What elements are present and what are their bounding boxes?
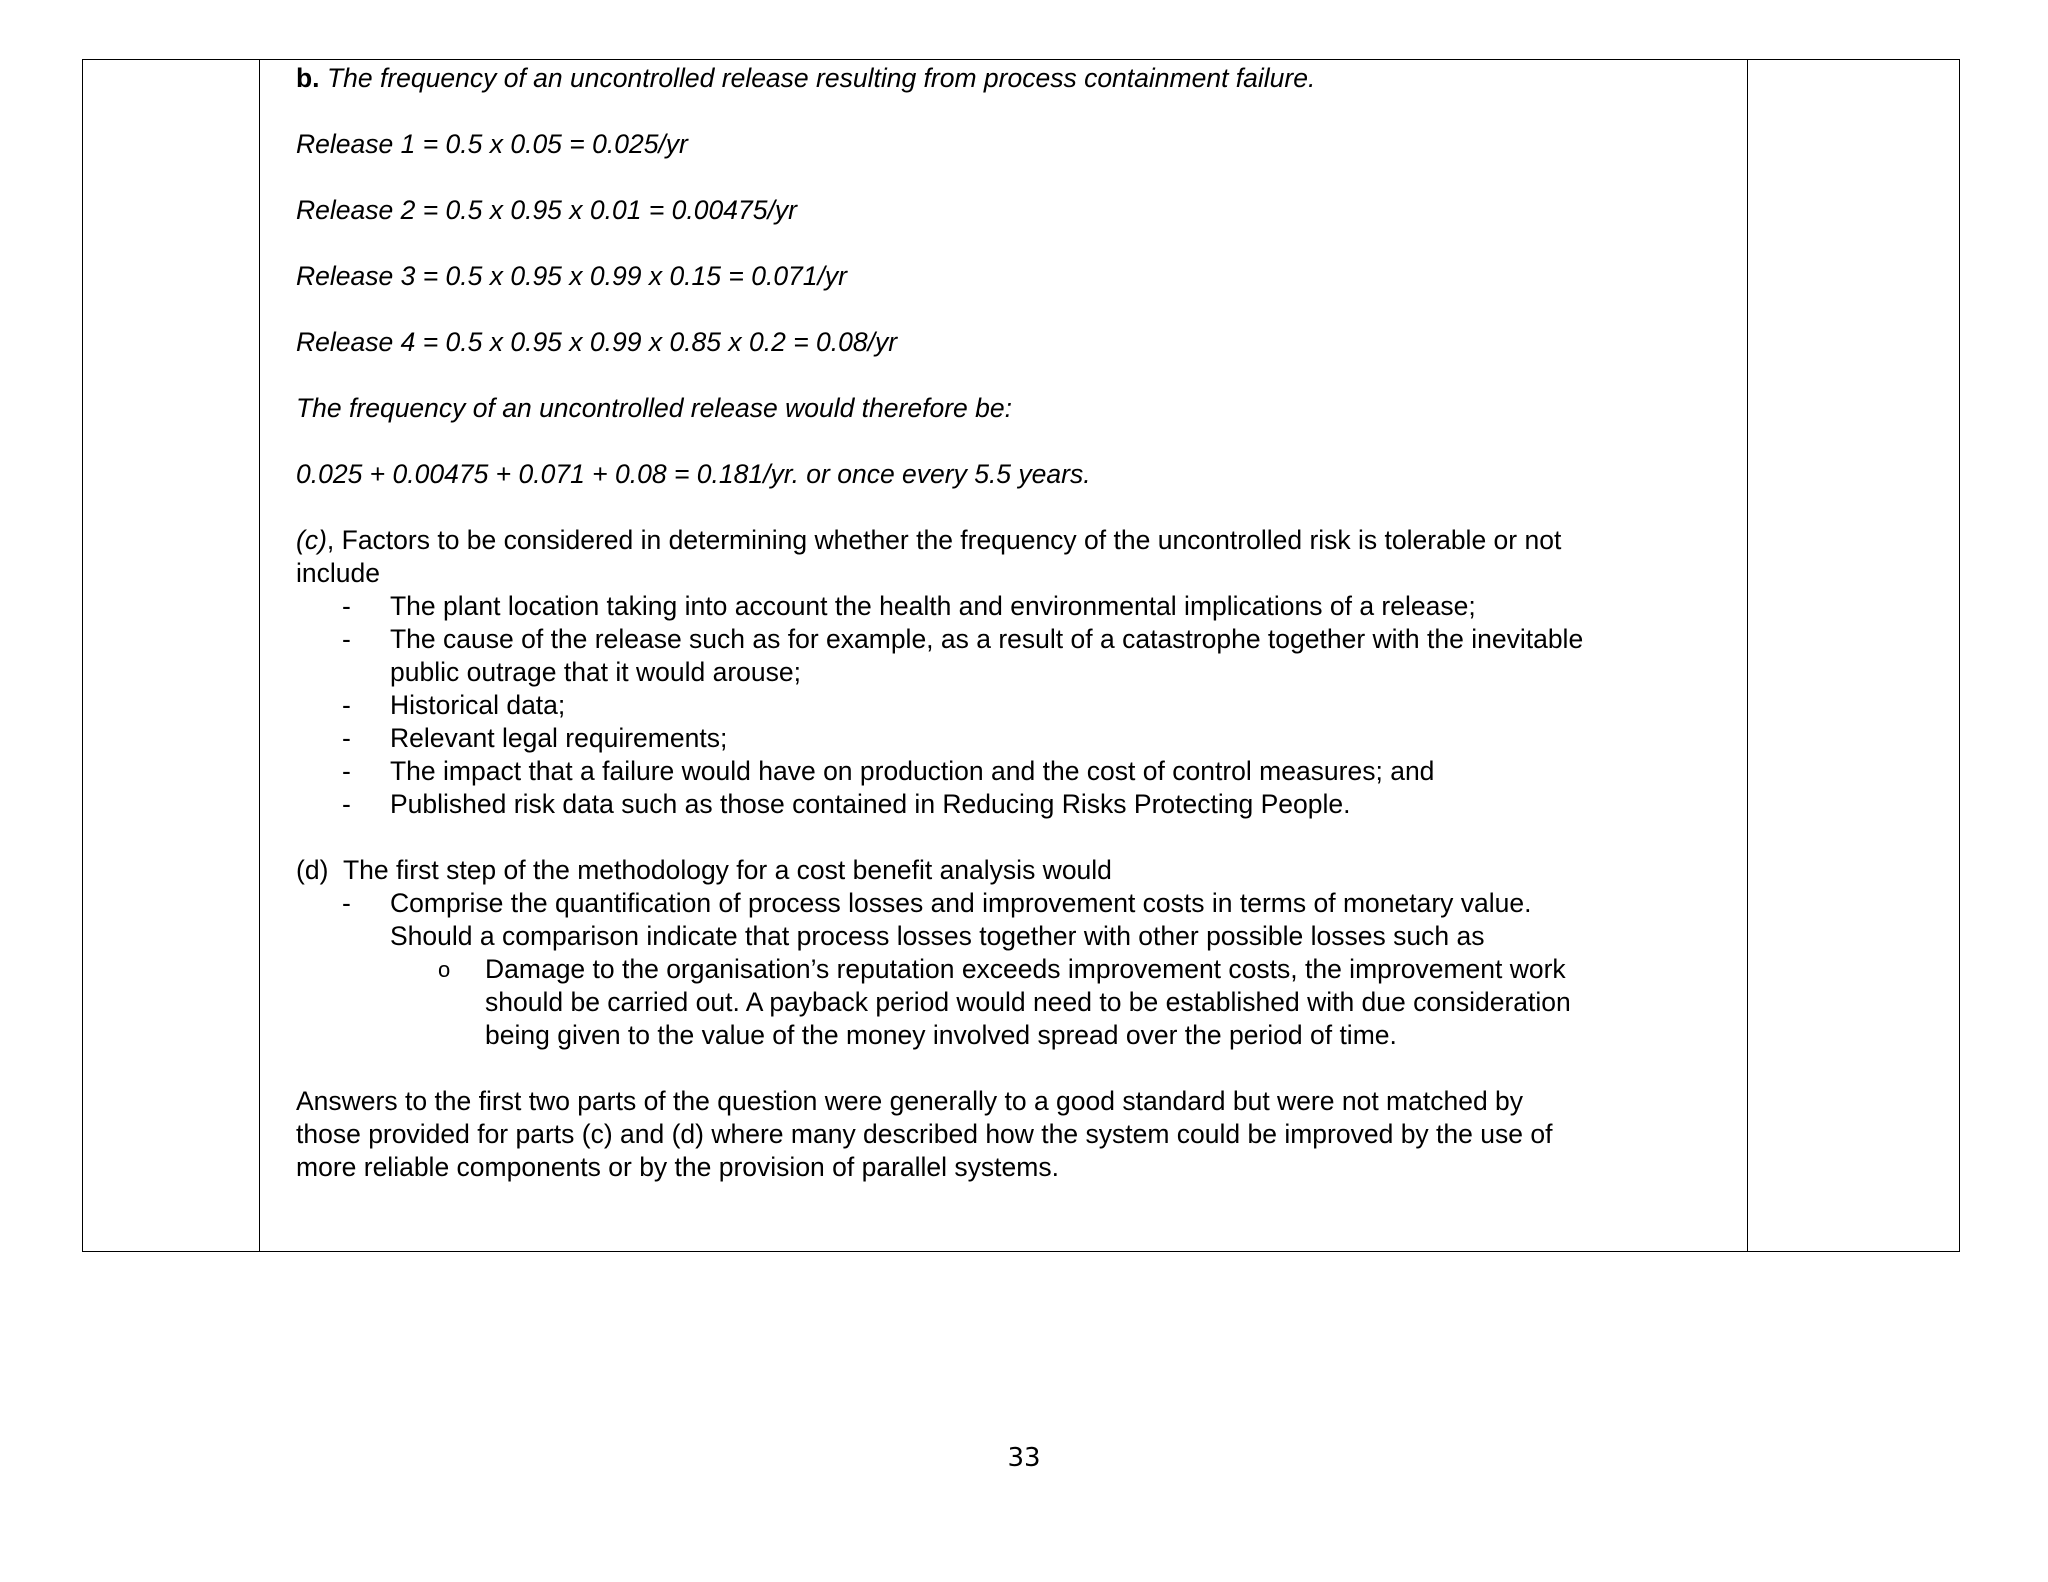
part-d-intro-text: The first step of the methodology for a cost benefit analysis would — [343, 855, 1112, 885]
part-d-label: (d) — [296, 855, 329, 885]
part-c-factor-list — [296, 590, 1736, 821]
list-item-continuation: public outrage that it would arouse; — [390, 657, 802, 687]
part-c-label: (c) — [296, 525, 327, 555]
examiner-comment-line: Answers to the first two parts of the question were generally to a good standard but were not matched by — [296, 1086, 1524, 1116]
frequency-total: 0.025 + 0.00475 + 0.071 + 0.08 = 0.181/yr. or once every 5.5 years. — [296, 459, 1091, 489]
part-b-heading — [296, 62, 1736, 95]
list-item-continuation: Should a comparison indicate that process losses together with other possible losses such as — [390, 921, 1485, 951]
release-1: Release 1 = 0.5 x 0.05 = 0.025/yr — [296, 129, 688, 159]
part-d-list — [296, 887, 1736, 953]
release-2: Release 2 = 0.5 x 0.95 x 0.01 = 0.00475/yr — [296, 195, 797, 225]
release-4: Release 4 = 0.5 x 0.95 x 0.99 x 0.85 x 0.2 = 0.08/yr — [296, 327, 898, 357]
list-item: - Published risk data such as those contained in Reducing Risks Protecting People. — [342, 789, 1351, 819]
list-item: - The plant location taking into account the health and environmental implications of a release; — [342, 591, 1476, 621]
list-item: - The impact that a failure would have on production and the cost of control measures; and — [342, 756, 1435, 786]
part-c-intro — [296, 524, 1736, 557]
table-column-divider-right — [1747, 60, 1748, 1251]
examiner-comment-line: those provided for parts (c) and (d) where many described how the system could be improved by the use of — [296, 1119, 1553, 1149]
part-b-heading-text: The frequency of an uncontrolled release resulting from process containment failure. — [326, 63, 1316, 93]
list-item: - Historical data; — [342, 690, 566, 720]
part-c-intro-continued: include — [296, 558, 380, 588]
list-item: - The cause of the release such as for example, as a result of a catastrophe together with the inevitable — [342, 624, 1584, 654]
list-item: - Comprise the quantification of process losses and improvement costs in terms of monetary value. — [342, 888, 1532, 918]
part-d-intro — [296, 854, 1736, 887]
part-c-intro-text: , Factors to be considered in determining whether the frequency of the uncontrolled risk is tolerable or not — [326, 525, 1562, 555]
examiner-comment-line: more reliable components or by the provision of parallel systems. — [296, 1152, 1059, 1182]
answer-content — [296, 62, 1736, 1184]
list-item: - Relevant legal requirements; — [342, 723, 728, 753]
table-column-divider-left — [259, 60, 260, 1251]
frequency-statement: The frequency of an uncontrolled release would therefore be: — [296, 393, 1012, 423]
release-3: Release 3 = 0.5 x 0.95 x 0.99 x 0.15 = 0.071/yr — [296, 261, 847, 291]
part-d-sub-item: o Damage to the organisation’s reputation exceeds improvement costs, the improvement work should be carried out. A payback period would need to be established with due consideration being given to the value of the money involved spread over the period of time. — [438, 954, 1571, 1050]
page-number: 33 — [1007, 1443, 1041, 1473]
circle-bullet: o — [438, 957, 451, 982]
part-b-label: b. — [296, 63, 320, 93]
